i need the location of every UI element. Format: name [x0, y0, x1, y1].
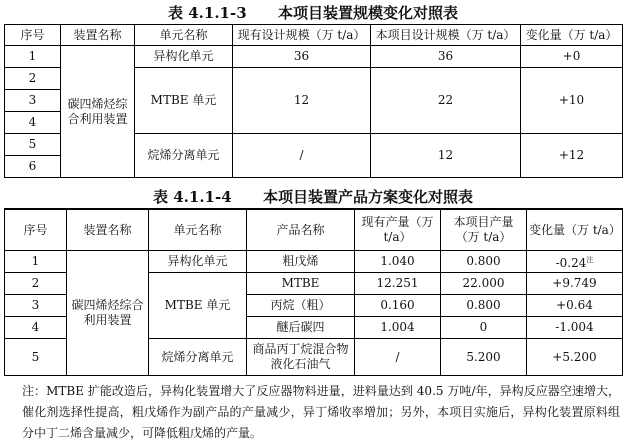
product-name: 粗戊烯	[247, 251, 355, 273]
header-cell: 装置名称	[67, 209, 149, 251]
row-number: 4	[5, 112, 61, 134]
row-number: 4	[5, 317, 67, 339]
header-cell: 单元名称	[135, 25, 233, 46]
scale-change: +12	[521, 134, 623, 178]
table-row	[5, 46, 623, 68]
project-output: 5.200	[441, 339, 527, 376]
current-scale: /	[233, 134, 371, 178]
project-scale: 12	[371, 134, 521, 178]
current-output: 1.040	[355, 251, 441, 273]
output-change: +5.200	[527, 339, 623, 376]
scale-change: +0	[521, 46, 623, 68]
row-number: 5	[5, 339, 67, 376]
table2-caption: 表 4.1.1-4 本项目装置产品方案变化对照表	[153, 188, 473, 206]
current-output: /	[355, 339, 441, 376]
project-output: 0.800	[441, 295, 527, 317]
row-number: 1	[5, 251, 67, 273]
product-name: 商品丙丁烷混合物液化石油气	[247, 339, 355, 376]
header-cell: 序号	[5, 25, 61, 46]
row-number: 5	[5, 134, 61, 156]
row-number: 6	[5, 156, 61, 178]
unit-name: 烷烯分离单元	[149, 339, 247, 376]
project-output: 0.800	[441, 251, 527, 273]
table-header-row	[5, 25, 623, 46]
current-output: 1.004	[355, 317, 441, 339]
table-header-row	[5, 209, 623, 251]
unit-name: 烷烯分离单元	[135, 134, 233, 178]
header-cell: 本项目产量（万 t/a）	[441, 209, 527, 251]
output-change: -1.004	[527, 317, 623, 339]
header-cell: 变化量（万 t/a）	[527, 209, 623, 251]
note-marker: 注	[586, 255, 594, 264]
product-comparison-table	[4, 208, 623, 376]
current-scale: 12	[233, 68, 371, 134]
current-scale: 36	[233, 46, 371, 68]
device-name: 碳四烯烃综合利用装置	[67, 251, 149, 376]
header-cell: 变化量（万 t/a）	[521, 25, 623, 46]
unit-name: MTBE 单元	[149, 273, 247, 339]
row-number: 2	[5, 273, 67, 295]
output-change: +0.64	[527, 295, 623, 317]
output-change: +9.749	[527, 273, 623, 295]
header-cell: 现有产量（万 t/a）	[355, 209, 441, 251]
header-cell: 装置名称	[61, 25, 135, 46]
project-output: 0	[441, 317, 527, 339]
device-name: 碳四烯烃综合利用装置	[61, 46, 135, 178]
scale-change: +10	[521, 68, 623, 134]
table1-caption: 表 4.1.1-3 本项目装置规模变化对照表	[168, 4, 458, 22]
unit-name: 异构化单元	[149, 251, 247, 273]
row-number: 2	[5, 68, 61, 90]
project-scale: 36	[371, 46, 521, 68]
output-change	[527, 251, 623, 273]
header-cell: 序号	[5, 209, 67, 251]
unit-name: MTBE 单元	[135, 68, 233, 134]
table-row	[5, 251, 623, 273]
unit-name: 异构化单元	[135, 46, 233, 68]
header-cell: 单元名称	[149, 209, 247, 251]
row-number: 3	[5, 295, 67, 317]
current-output: 12.251	[355, 273, 441, 295]
project-scale: 22	[371, 68, 521, 134]
scale-comparison-table	[4, 24, 623, 178]
header-cell: 现有设计规模（万 t/a）	[233, 25, 371, 46]
project-output: 22.000	[441, 273, 527, 295]
current-output: 0.160	[355, 295, 441, 317]
header-cell: 产品名称	[247, 209, 355, 251]
header-cell: 本项目设计规模（万 t/a）	[371, 25, 521, 46]
table-footnote: 注：MTBE 扩能改造后，异构化装置增大了反应器物料进量，进料量达到 40.5 万吨/年，异构反应器空速增大，催化剂选择性提高，粗戊烯作为副产品的产量减少，异丁烯收率增加；另外，本项目实施后，异构化装置原料组分中丁二烯含量减少，可降低粗戊烯的产量。	[22, 384, 620, 440]
product-name: 醚后碳四	[247, 317, 355, 339]
row-number: 3	[5, 90, 61, 112]
row-number: 1	[5, 46, 61, 68]
product-name: 丙烷（粗）	[247, 295, 355, 317]
product-name: MTBE	[247, 273, 355, 295]
output-change-value: -0.24	[555, 255, 587, 270]
